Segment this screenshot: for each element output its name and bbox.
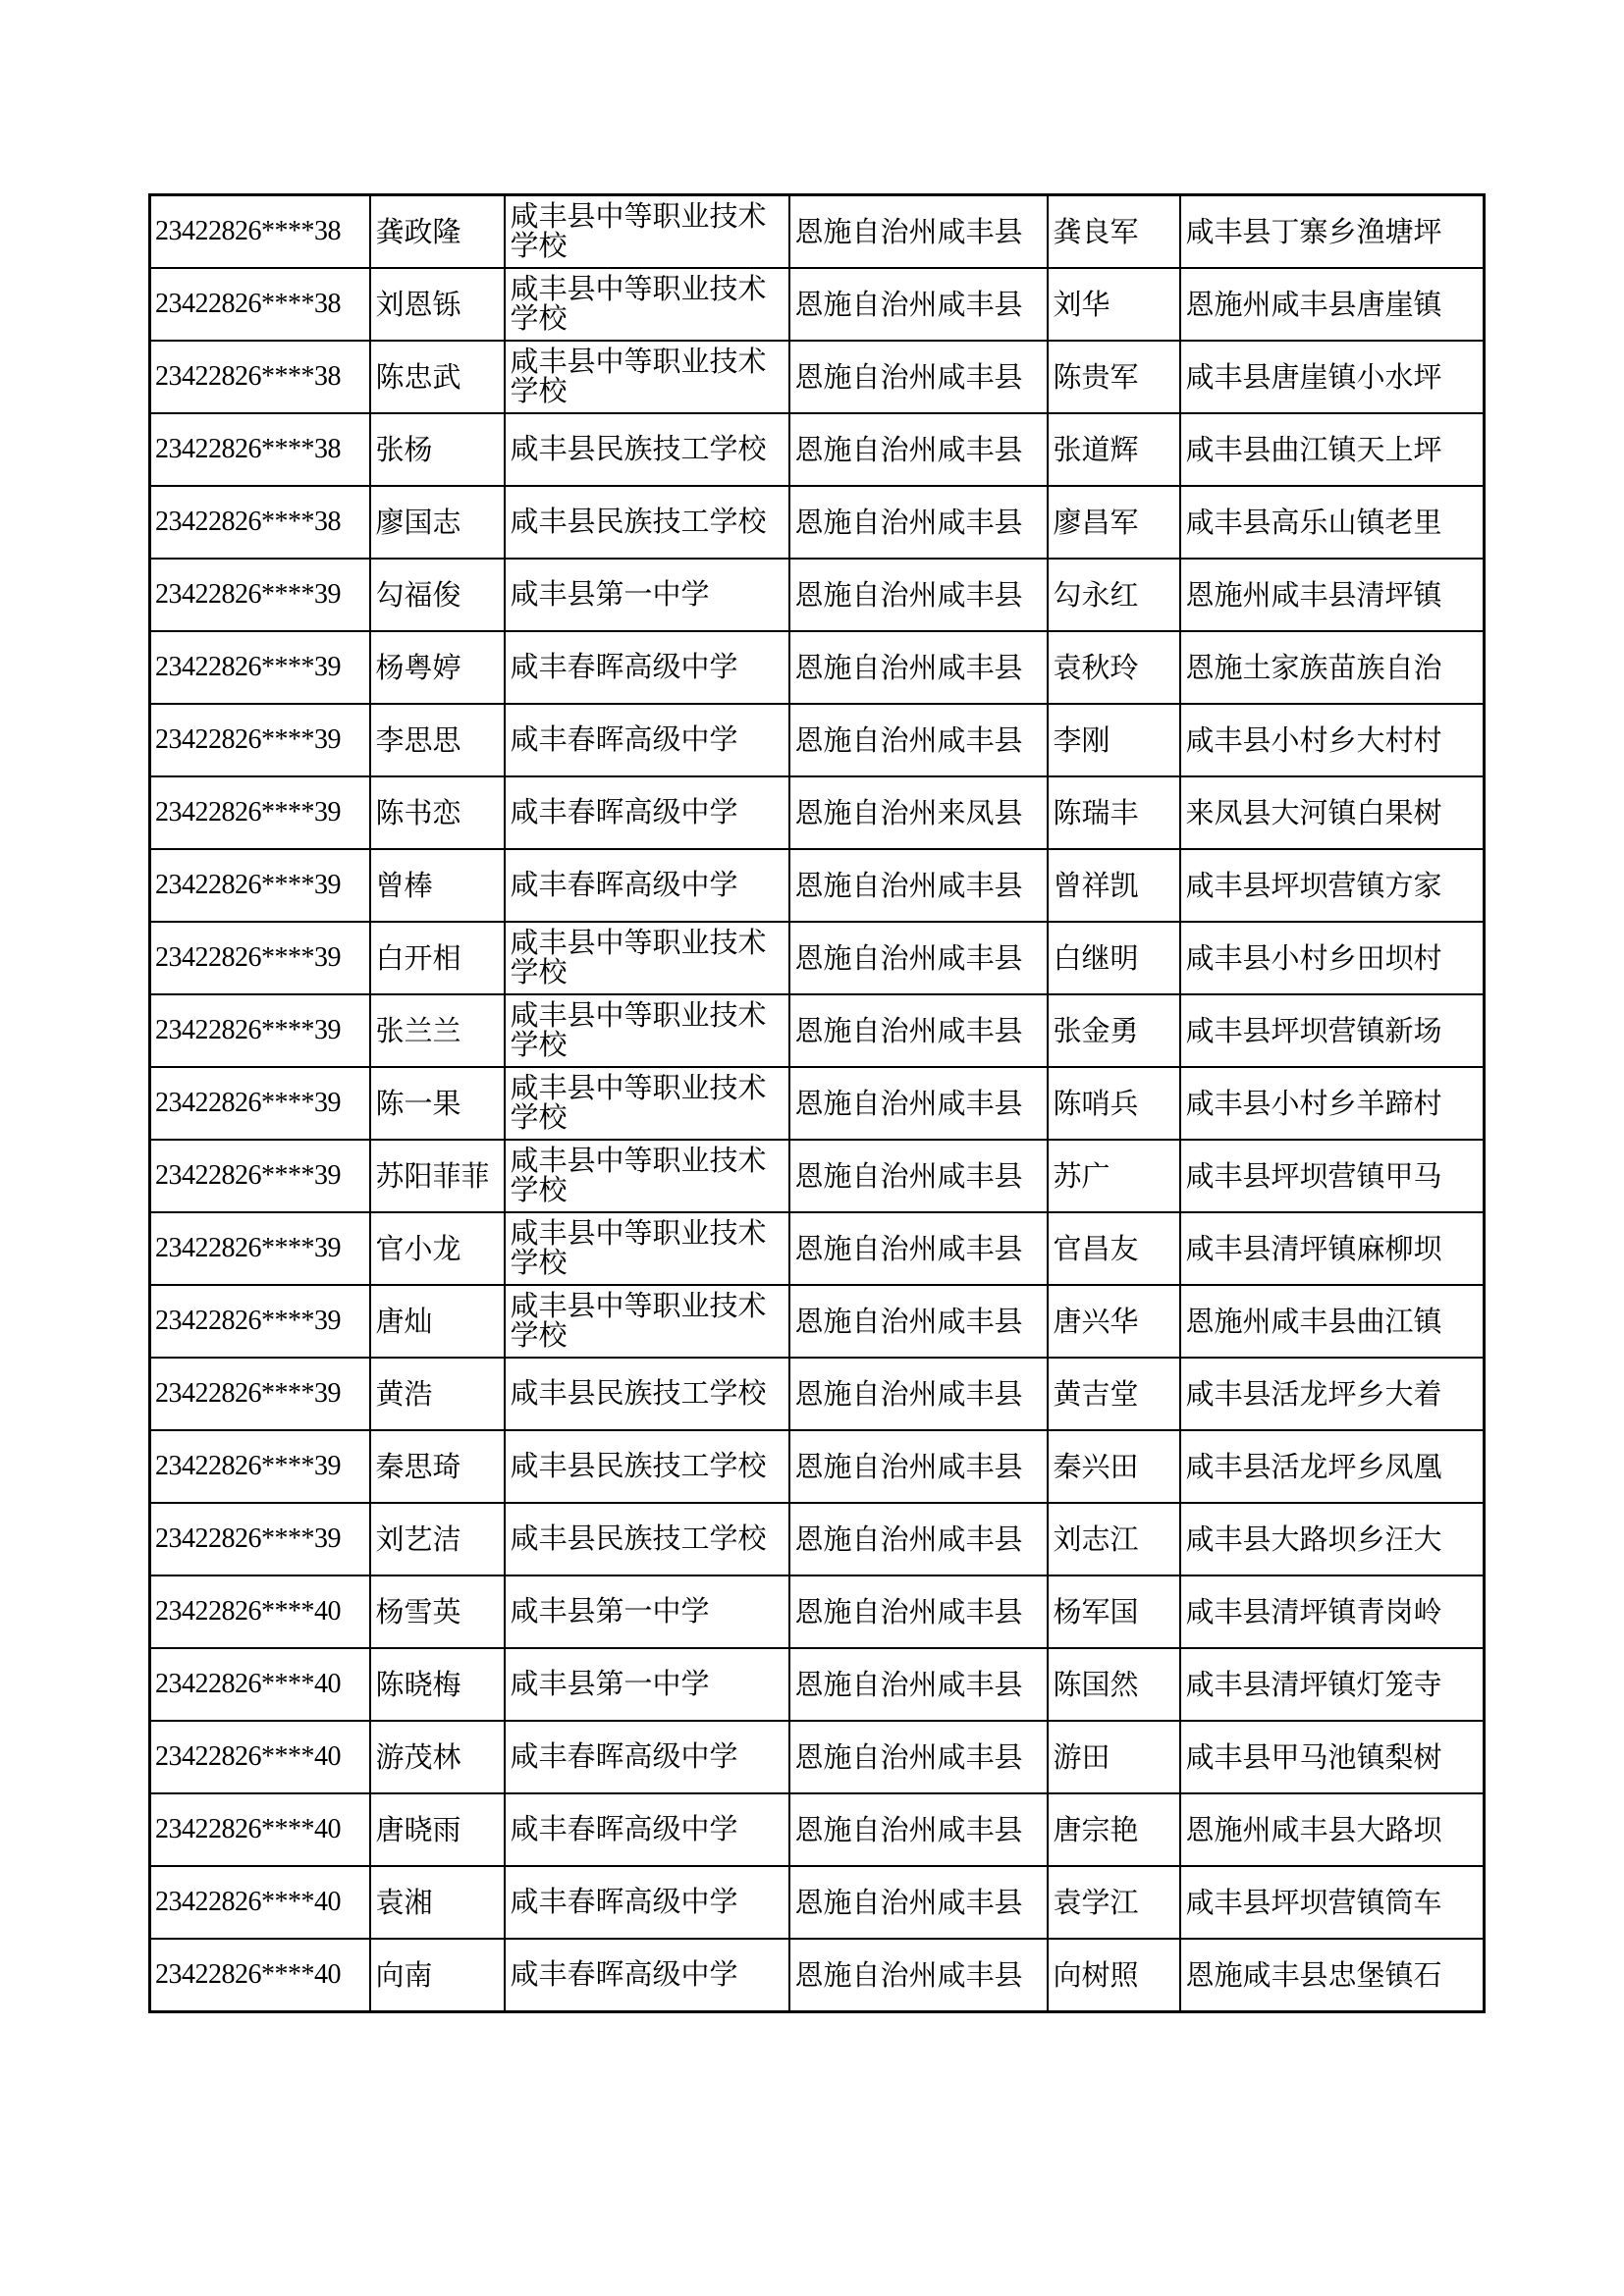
student-name-cell: 杨雪英 <box>370 1575 505 1648</box>
table-row <box>150 922 1485 994</box>
id-number-cell: 23422826****39 <box>150 1358 370 1430</box>
region-cell: 恩施自治州咸丰县 <box>789 631 1048 704</box>
id-number-cell: 23422826****40 <box>150 1648 370 1721</box>
guardian-name-cell: 官昌友 <box>1048 1212 1180 1285</box>
student-name-cell: 游茂林 <box>370 1721 505 1793</box>
guardian-name-cell: 张道辉 <box>1048 413 1180 486</box>
guardian-name-cell: 李刚 <box>1048 704 1180 776</box>
id-number-cell: 23422826****38 <box>150 486 370 559</box>
school-cell: 咸丰县中等职业技术学校 <box>505 994 789 1067</box>
student-name-cell: 向南 <box>370 1939 505 2012</box>
school-cell: 咸丰春晖高级中学 <box>505 631 789 704</box>
school-cell: 咸丰县第一中学 <box>505 1648 789 1721</box>
student-name-cell: 张杨 <box>370 413 505 486</box>
address-cell: 咸丰县清坪镇麻柳坝 <box>1180 1212 1485 1285</box>
id-number-cell: 23422826****39 <box>150 1503 370 1575</box>
address-cell: 咸丰县小村乡田坝村 <box>1180 922 1485 994</box>
student-name-cell: 廖国志 <box>370 486 505 559</box>
guardian-name-cell: 袁学江 <box>1048 1866 1180 1939</box>
guardian-name-cell: 秦兴田 <box>1048 1430 1180 1503</box>
address-cell: 咸丰县曲江镇天上坪 <box>1180 413 1485 486</box>
school-cell: 咸丰春晖高级中学 <box>505 1793 789 1866</box>
student-name-cell: 李思思 <box>370 704 505 776</box>
address-cell: 咸丰县清坪镇灯笼寺 <box>1180 1648 1485 1721</box>
school-cell: 咸丰县第一中学 <box>505 1575 789 1648</box>
id-number-cell: 23422826****39 <box>150 1285 370 1358</box>
student-name-cell: 陈忠武 <box>370 341 505 413</box>
address-cell: 咸丰县唐崖镇小水坪 <box>1180 341 1485 413</box>
school-cell: 咸丰县中等职业技术学校 <box>505 1067 789 1140</box>
table-row <box>150 631 1485 704</box>
id-number-cell: 23422826****39 <box>150 1430 370 1503</box>
table-row <box>150 1721 1485 1793</box>
guardian-name-cell: 刘志江 <box>1048 1503 1180 1575</box>
region-cell: 恩施自治州咸丰县 <box>789 1430 1048 1503</box>
school-cell: 咸丰春晖高级中学 <box>505 776 789 849</box>
table-row <box>150 1939 1485 2012</box>
table-row <box>150 341 1485 413</box>
school-cell: 咸丰县第一中学 <box>505 559 789 631</box>
table-row <box>150 1358 1485 1430</box>
guardian-name-cell: 黄吉堂 <box>1048 1358 1180 1430</box>
table-row <box>150 1212 1485 1285</box>
student-name-cell: 曾棒 <box>370 849 505 922</box>
student-roster-table <box>148 193 1486 2013</box>
region-cell: 恩施自治州咸丰县 <box>789 1358 1048 1430</box>
address-cell: 咸丰县坪坝营镇方家 <box>1180 849 1485 922</box>
table-row <box>150 994 1485 1067</box>
table-row <box>150 1503 1485 1575</box>
region-cell: 恩施自治州咸丰县 <box>789 413 1048 486</box>
school-cell: 咸丰县中等职业技术学校 <box>505 341 789 413</box>
address-cell: 恩施州咸丰县大路坝 <box>1180 1793 1485 1866</box>
roster-body <box>150 195 1485 2012</box>
guardian-name-cell: 杨军国 <box>1048 1575 1180 1648</box>
table-row <box>150 413 1485 486</box>
student-name-cell: 苏阳菲菲 <box>370 1140 505 1212</box>
id-number-cell: 23422826****39 <box>150 631 370 704</box>
address-cell: 咸丰县小村乡大村村 <box>1180 704 1485 776</box>
student-name-cell: 陈晓梅 <box>370 1648 505 1721</box>
table-row <box>150 776 1485 849</box>
guardian-name-cell: 陈瑞丰 <box>1048 776 1180 849</box>
region-cell: 恩施自治州咸丰县 <box>789 1575 1048 1648</box>
id-number-cell: 23422826****38 <box>150 413 370 486</box>
student-name-cell: 勾福俊 <box>370 559 505 631</box>
id-number-cell: 23422826****39 <box>150 776 370 849</box>
region-cell: 恩施自治州来凤县 <box>789 776 1048 849</box>
table-row <box>150 849 1485 922</box>
id-number-cell: 23422826****39 <box>150 1067 370 1140</box>
school-cell: 咸丰县中等职业技术学校 <box>505 195 789 269</box>
school-cell: 咸丰县中等职业技术学校 <box>505 268 789 341</box>
id-number-cell: 23422826****40 <box>150 1575 370 1648</box>
school-cell: 咸丰县民族技工学校 <box>505 1358 789 1430</box>
address-cell: 咸丰县活龙坪乡大着 <box>1180 1358 1485 1430</box>
table-row <box>150 1793 1485 1866</box>
school-cell: 咸丰县民族技工学校 <box>505 1430 789 1503</box>
address-cell: 恩施州咸丰县唐崖镇 <box>1180 268 1485 341</box>
guardian-name-cell: 唐宗艳 <box>1048 1793 1180 1866</box>
address-cell: 咸丰县丁寨乡渔塘坪 <box>1180 195 1485 269</box>
region-cell: 恩施自治州咸丰县 <box>789 559 1048 631</box>
guardian-name-cell: 袁秋玲 <box>1048 631 1180 704</box>
student-name-cell: 刘艺洁 <box>370 1503 505 1575</box>
address-cell: 咸丰县小村乡羊蹄村 <box>1180 1067 1485 1140</box>
id-number-cell: 23422826****39 <box>150 922 370 994</box>
guardian-name-cell: 陈国然 <box>1048 1648 1180 1721</box>
school-cell: 咸丰春晖高级中学 <box>505 1721 789 1793</box>
id-number-cell: 23422826****40 <box>150 1939 370 2012</box>
address-cell: 咸丰县坪坝营镇筒车 <box>1180 1866 1485 1939</box>
id-number-cell: 23422826****38 <box>150 268 370 341</box>
student-name-cell: 白开相 <box>370 922 505 994</box>
student-name-cell: 张兰兰 <box>370 994 505 1067</box>
id-number-cell: 23422826****40 <box>150 1793 370 1866</box>
region-cell: 恩施自治州咸丰县 <box>789 195 1048 269</box>
school-cell: 咸丰县中等职业技术学校 <box>505 1140 789 1212</box>
table-row <box>150 704 1485 776</box>
region-cell: 恩施自治州咸丰县 <box>789 1648 1048 1721</box>
region-cell: 恩施自治州咸丰县 <box>789 849 1048 922</box>
region-cell: 恩施自治州咸丰县 <box>789 1721 1048 1793</box>
table-row <box>150 268 1485 341</box>
address-cell: 来凤县大河镇白果树 <box>1180 776 1485 849</box>
table-row <box>150 1140 1485 1212</box>
region-cell: 恩施自治州咸丰县 <box>789 994 1048 1067</box>
student-name-cell: 唐灿 <box>370 1285 505 1358</box>
table-row <box>150 486 1485 559</box>
student-name-cell: 秦思琦 <box>370 1430 505 1503</box>
address-cell: 咸丰县活龙坪乡凤凰 <box>1180 1430 1485 1503</box>
school-cell: 咸丰县民族技工学校 <box>505 486 789 559</box>
address-cell: 咸丰县坪坝营镇甲马 <box>1180 1140 1485 1212</box>
student-name-cell: 唐晓雨 <box>370 1793 505 1866</box>
address-cell: 恩施咸丰县忠堡镇石 <box>1180 1939 1485 2012</box>
guardian-name-cell: 曾祥凯 <box>1048 849 1180 922</box>
address-cell: 恩施土家族苗族自治 <box>1180 631 1485 704</box>
region-cell: 恩施自治州咸丰县 <box>789 922 1048 994</box>
guardian-name-cell: 张金勇 <box>1048 994 1180 1067</box>
school-cell: 咸丰春晖高级中学 <box>505 704 789 776</box>
school-cell: 咸丰县民族技工学校 <box>505 1503 789 1575</box>
student-name-cell: 杨粤婷 <box>370 631 505 704</box>
table-row <box>150 1866 1485 1939</box>
id-number-cell: 23422826****39 <box>150 1212 370 1285</box>
address-cell: 咸丰县大路坝乡汪大 <box>1180 1503 1485 1575</box>
guardian-name-cell: 唐兴华 <box>1048 1285 1180 1358</box>
school-cell: 咸丰春晖高级中学 <box>505 1939 789 2012</box>
region-cell: 恩施自治州咸丰县 <box>789 1793 1048 1866</box>
region-cell: 恩施自治州咸丰县 <box>789 268 1048 341</box>
student-name-cell: 袁湘 <box>370 1866 505 1939</box>
guardian-name-cell: 刘华 <box>1048 268 1180 341</box>
guardian-name-cell: 陈哨兵 <box>1048 1067 1180 1140</box>
table-row <box>150 195 1485 269</box>
address-cell: 咸丰县清坪镇青岗岭 <box>1180 1575 1485 1648</box>
guardian-name-cell: 苏广 <box>1048 1140 1180 1212</box>
student-name-cell: 陈书恋 <box>370 776 505 849</box>
id-number-cell: 23422826****39 <box>150 559 370 631</box>
guardian-name-cell: 龚良军 <box>1048 195 1180 269</box>
id-number-cell: 23422826****40 <box>150 1866 370 1939</box>
id-number-cell: 23422826****39 <box>150 849 370 922</box>
address-cell: 恩施州咸丰县曲江镇 <box>1180 1285 1485 1358</box>
guardian-name-cell: 游田 <box>1048 1721 1180 1793</box>
address-cell: 咸丰县坪坝营镇新场 <box>1180 994 1485 1067</box>
table-row <box>150 1575 1485 1648</box>
region-cell: 恩施自治州咸丰县 <box>789 341 1048 413</box>
school-cell: 咸丰县民族技工学校 <box>505 413 789 486</box>
region-cell: 恩施自治州咸丰县 <box>789 1212 1048 1285</box>
address-cell: 恩施州咸丰县清坪镇 <box>1180 559 1485 631</box>
table-row <box>150 1648 1485 1721</box>
region-cell: 恩施自治州咸丰县 <box>789 1866 1048 1939</box>
address-cell: 咸丰县甲马池镇梨树 <box>1180 1721 1485 1793</box>
table-row <box>150 1285 1485 1358</box>
table-row <box>150 559 1485 631</box>
region-cell: 恩施自治州咸丰县 <box>789 486 1048 559</box>
guardian-name-cell: 陈贵军 <box>1048 341 1180 413</box>
guardian-name-cell: 白继明 <box>1048 922 1180 994</box>
id-number-cell: 23422826****39 <box>150 994 370 1067</box>
school-cell: 咸丰县中等职业技术学校 <box>505 1285 789 1358</box>
school-cell: 咸丰县中等职业技术学校 <box>505 1212 789 1285</box>
guardian-name-cell: 向树照 <box>1048 1939 1180 2012</box>
id-number-cell: 23422826****38 <box>150 341 370 413</box>
student-name-cell: 黄浩 <box>370 1358 505 1430</box>
region-cell: 恩施自治州咸丰县 <box>789 1285 1048 1358</box>
table-row <box>150 1067 1485 1140</box>
guardian-name-cell: 廖昌军 <box>1048 486 1180 559</box>
region-cell: 恩施自治州咸丰县 <box>789 1503 1048 1575</box>
table-row <box>150 1430 1485 1503</box>
student-name-cell: 龚政隆 <box>370 195 505 269</box>
student-name-cell: 刘恩铄 <box>370 268 505 341</box>
region-cell: 恩施自治州咸丰县 <box>789 1067 1048 1140</box>
student-name-cell: 官小龙 <box>370 1212 505 1285</box>
region-cell: 恩施自治州咸丰县 <box>789 1939 1048 2012</box>
school-cell: 咸丰县中等职业技术学校 <box>505 922 789 994</box>
school-cell: 咸丰春晖高级中学 <box>505 849 789 922</box>
region-cell: 恩施自治州咸丰县 <box>789 1140 1048 1212</box>
guardian-name-cell: 勾永红 <box>1048 559 1180 631</box>
id-number-cell: 23422826****39 <box>150 1140 370 1212</box>
student-name-cell: 陈一果 <box>370 1067 505 1140</box>
id-number-cell: 23422826****40 <box>150 1721 370 1793</box>
address-cell: 咸丰县高乐山镇老里 <box>1180 486 1485 559</box>
id-number-cell: 23422826****38 <box>150 195 370 269</box>
region-cell: 恩施自治州咸丰县 <box>789 704 1048 776</box>
id-number-cell: 23422826****39 <box>150 704 370 776</box>
school-cell: 咸丰春晖高级中学 <box>505 1866 789 1939</box>
